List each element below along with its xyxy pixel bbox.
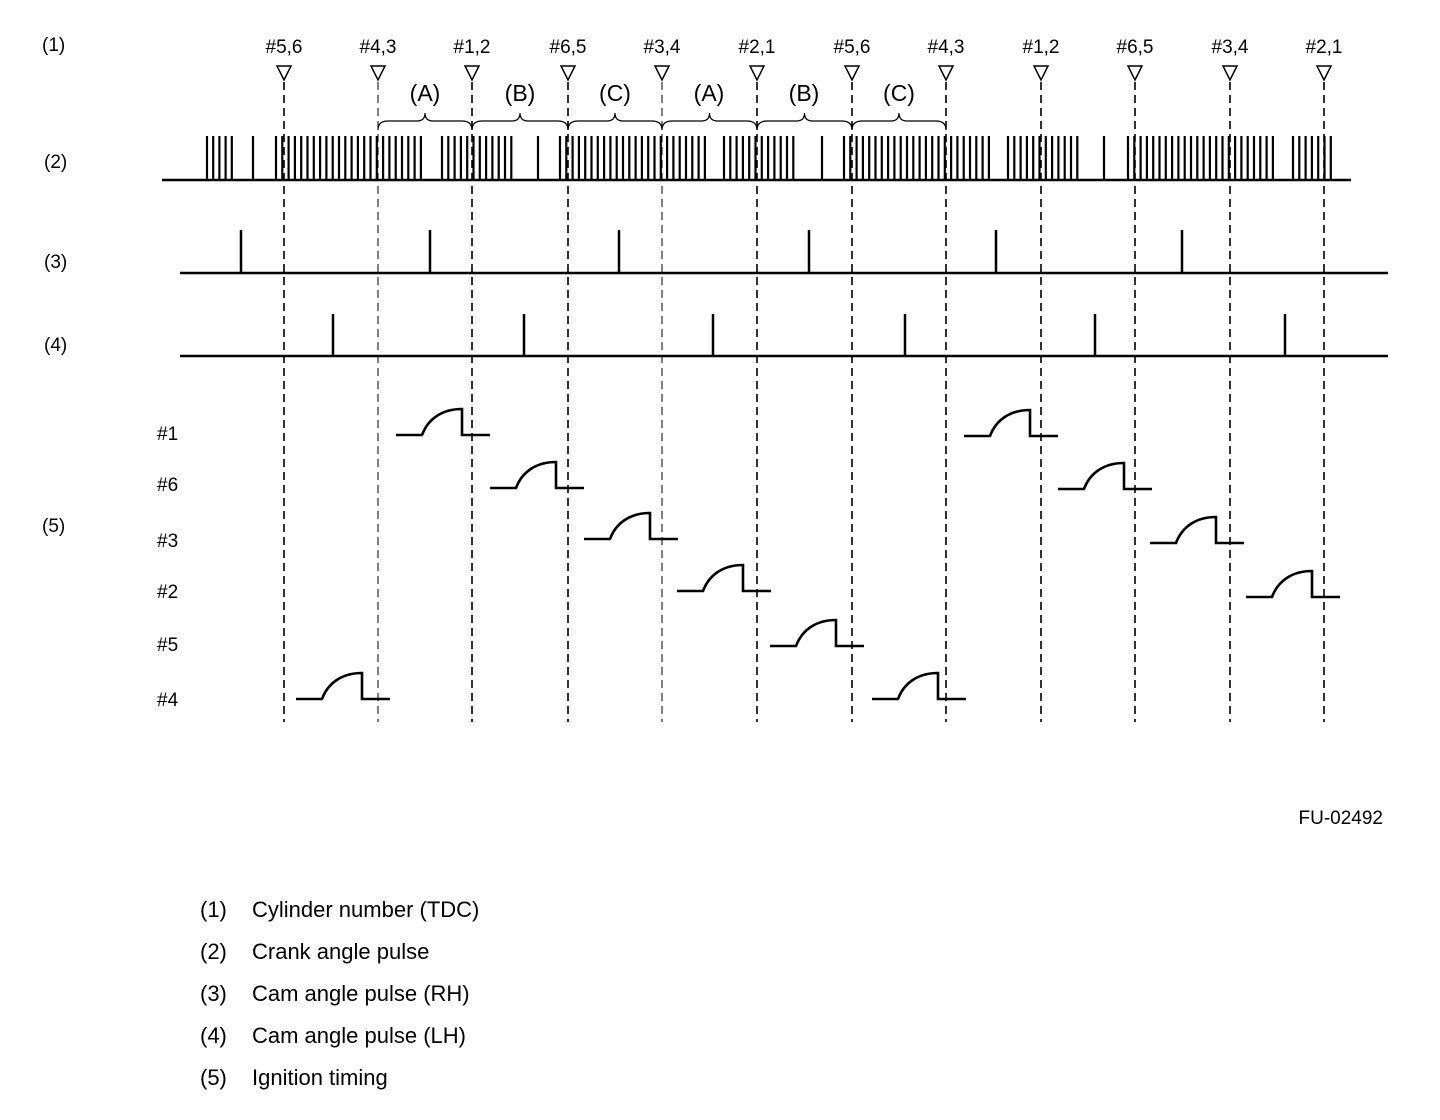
crank-angle-pulse-trace bbox=[162, 136, 1351, 180]
tdc-markers bbox=[277, 66, 1331, 80]
phase-brace bbox=[757, 113, 852, 130]
ignition-waveform bbox=[1246, 571, 1340, 597]
row-label-1: (1) bbox=[42, 35, 66, 56]
tdc-label: #6,5 bbox=[549, 37, 587, 58]
legend bbox=[200, 893, 479, 1103]
legend-number: (2) bbox=[200, 939, 227, 964]
legend-item bbox=[200, 935, 479, 977]
ignition-cylinder-label: #1 bbox=[157, 424, 179, 445]
ignition-cylinder-label: #3 bbox=[157, 531, 179, 552]
legend-number: (5) bbox=[200, 1065, 227, 1090]
legend-number: (1) bbox=[200, 897, 227, 922]
tdc-marker-icon bbox=[1034, 66, 1048, 80]
phase-brace bbox=[472, 113, 568, 130]
ignition-cylinder-label: #6 bbox=[157, 475, 179, 496]
ignition-waveform bbox=[1058, 463, 1152, 489]
tdc-marker-icon bbox=[1223, 66, 1237, 80]
legend-item bbox=[200, 1019, 479, 1061]
legend-item bbox=[200, 977, 479, 1019]
legend-text: Cam angle pulse (LH) bbox=[252, 1023, 466, 1048]
legend-item bbox=[200, 1061, 479, 1103]
tdc-marker-icon bbox=[1317, 66, 1331, 80]
tdc-marker-icon bbox=[465, 66, 479, 80]
legend-text: Cylinder number (TDC) bbox=[252, 897, 480, 922]
ignition-waveform bbox=[296, 673, 390, 699]
tdc-marker-icon bbox=[655, 66, 669, 80]
phase-label: (C) bbox=[883, 80, 915, 106]
tdc-label: #1,2 bbox=[1022, 37, 1060, 58]
phase-brace bbox=[568, 113, 662, 130]
ignition-timing-traces bbox=[296, 409, 1340, 699]
tdc-label: #2,1 bbox=[738, 37, 776, 58]
tdc-label: #3,4 bbox=[643, 37, 681, 58]
ignition-waveform bbox=[584, 513, 678, 539]
tdc-label: #4,3 bbox=[927, 37, 965, 58]
tdc-marker-icon bbox=[750, 66, 764, 80]
legend-text: Crank angle pulse bbox=[252, 939, 430, 964]
tdc-label: #3,4 bbox=[1211, 37, 1249, 58]
tdc-labels bbox=[266, 37, 1343, 58]
phase-brace bbox=[852, 113, 946, 130]
tdc-label: #6,5 bbox=[1116, 37, 1154, 58]
tdc-marker-icon bbox=[845, 66, 859, 80]
tdc-guide-lines bbox=[284, 82, 1324, 722]
tdc-label: #2,1 bbox=[1305, 37, 1343, 58]
tdc-marker-icon bbox=[561, 66, 575, 80]
row-label-2: (2) bbox=[44, 152, 68, 173]
cam-angle-pulse-rh-trace bbox=[180, 230, 1388, 273]
ignition-cylinder-label: #2 bbox=[157, 582, 179, 603]
ignition-waveform bbox=[872, 673, 966, 699]
phase-brace bbox=[662, 113, 757, 130]
tdc-label: #1,2 bbox=[453, 37, 491, 58]
tdc-label: #5,6 bbox=[265, 37, 303, 58]
row-label-5: (5) bbox=[42, 516, 66, 537]
phase-brace bbox=[378, 113, 472, 130]
phase-label: (B) bbox=[788, 80, 820, 106]
legend-text: Ignition timing bbox=[252, 1065, 388, 1090]
phase-label: (A) bbox=[409, 80, 441, 106]
legend-number: (3) bbox=[200, 981, 227, 1006]
ignition-cylinder-label: #5 bbox=[157, 635, 179, 656]
ignition-waveform bbox=[396, 409, 490, 435]
phase-label: (A) bbox=[693, 80, 725, 106]
legend-item bbox=[200, 893, 479, 935]
legend-text: Cam angle pulse (RH) bbox=[252, 981, 470, 1006]
ignition-waveform bbox=[964, 410, 1058, 436]
tdc-marker-icon bbox=[939, 66, 953, 80]
ignition-cylinder-label: #4 bbox=[157, 690, 179, 711]
tdc-marker-icon bbox=[371, 66, 385, 80]
tdc-marker-icon bbox=[277, 66, 291, 80]
phase-label: (B) bbox=[504, 80, 536, 106]
phase-label: (C) bbox=[599, 80, 631, 106]
ignition-waveform bbox=[490, 462, 584, 488]
cam-angle-pulse-lh-trace bbox=[180, 314, 1388, 356]
row-label-3: (3) bbox=[44, 252, 68, 273]
ignition-waveform bbox=[770, 620, 864, 646]
row-label-4: (4) bbox=[44, 335, 68, 356]
legend-number: (4) bbox=[200, 1023, 227, 1048]
tdc-label: #4,3 bbox=[359, 37, 397, 58]
figure-id: FU-02492 bbox=[1298, 808, 1383, 829]
tdc-marker-icon bbox=[1128, 66, 1142, 80]
tdc-label: #5,6 bbox=[833, 37, 871, 58]
